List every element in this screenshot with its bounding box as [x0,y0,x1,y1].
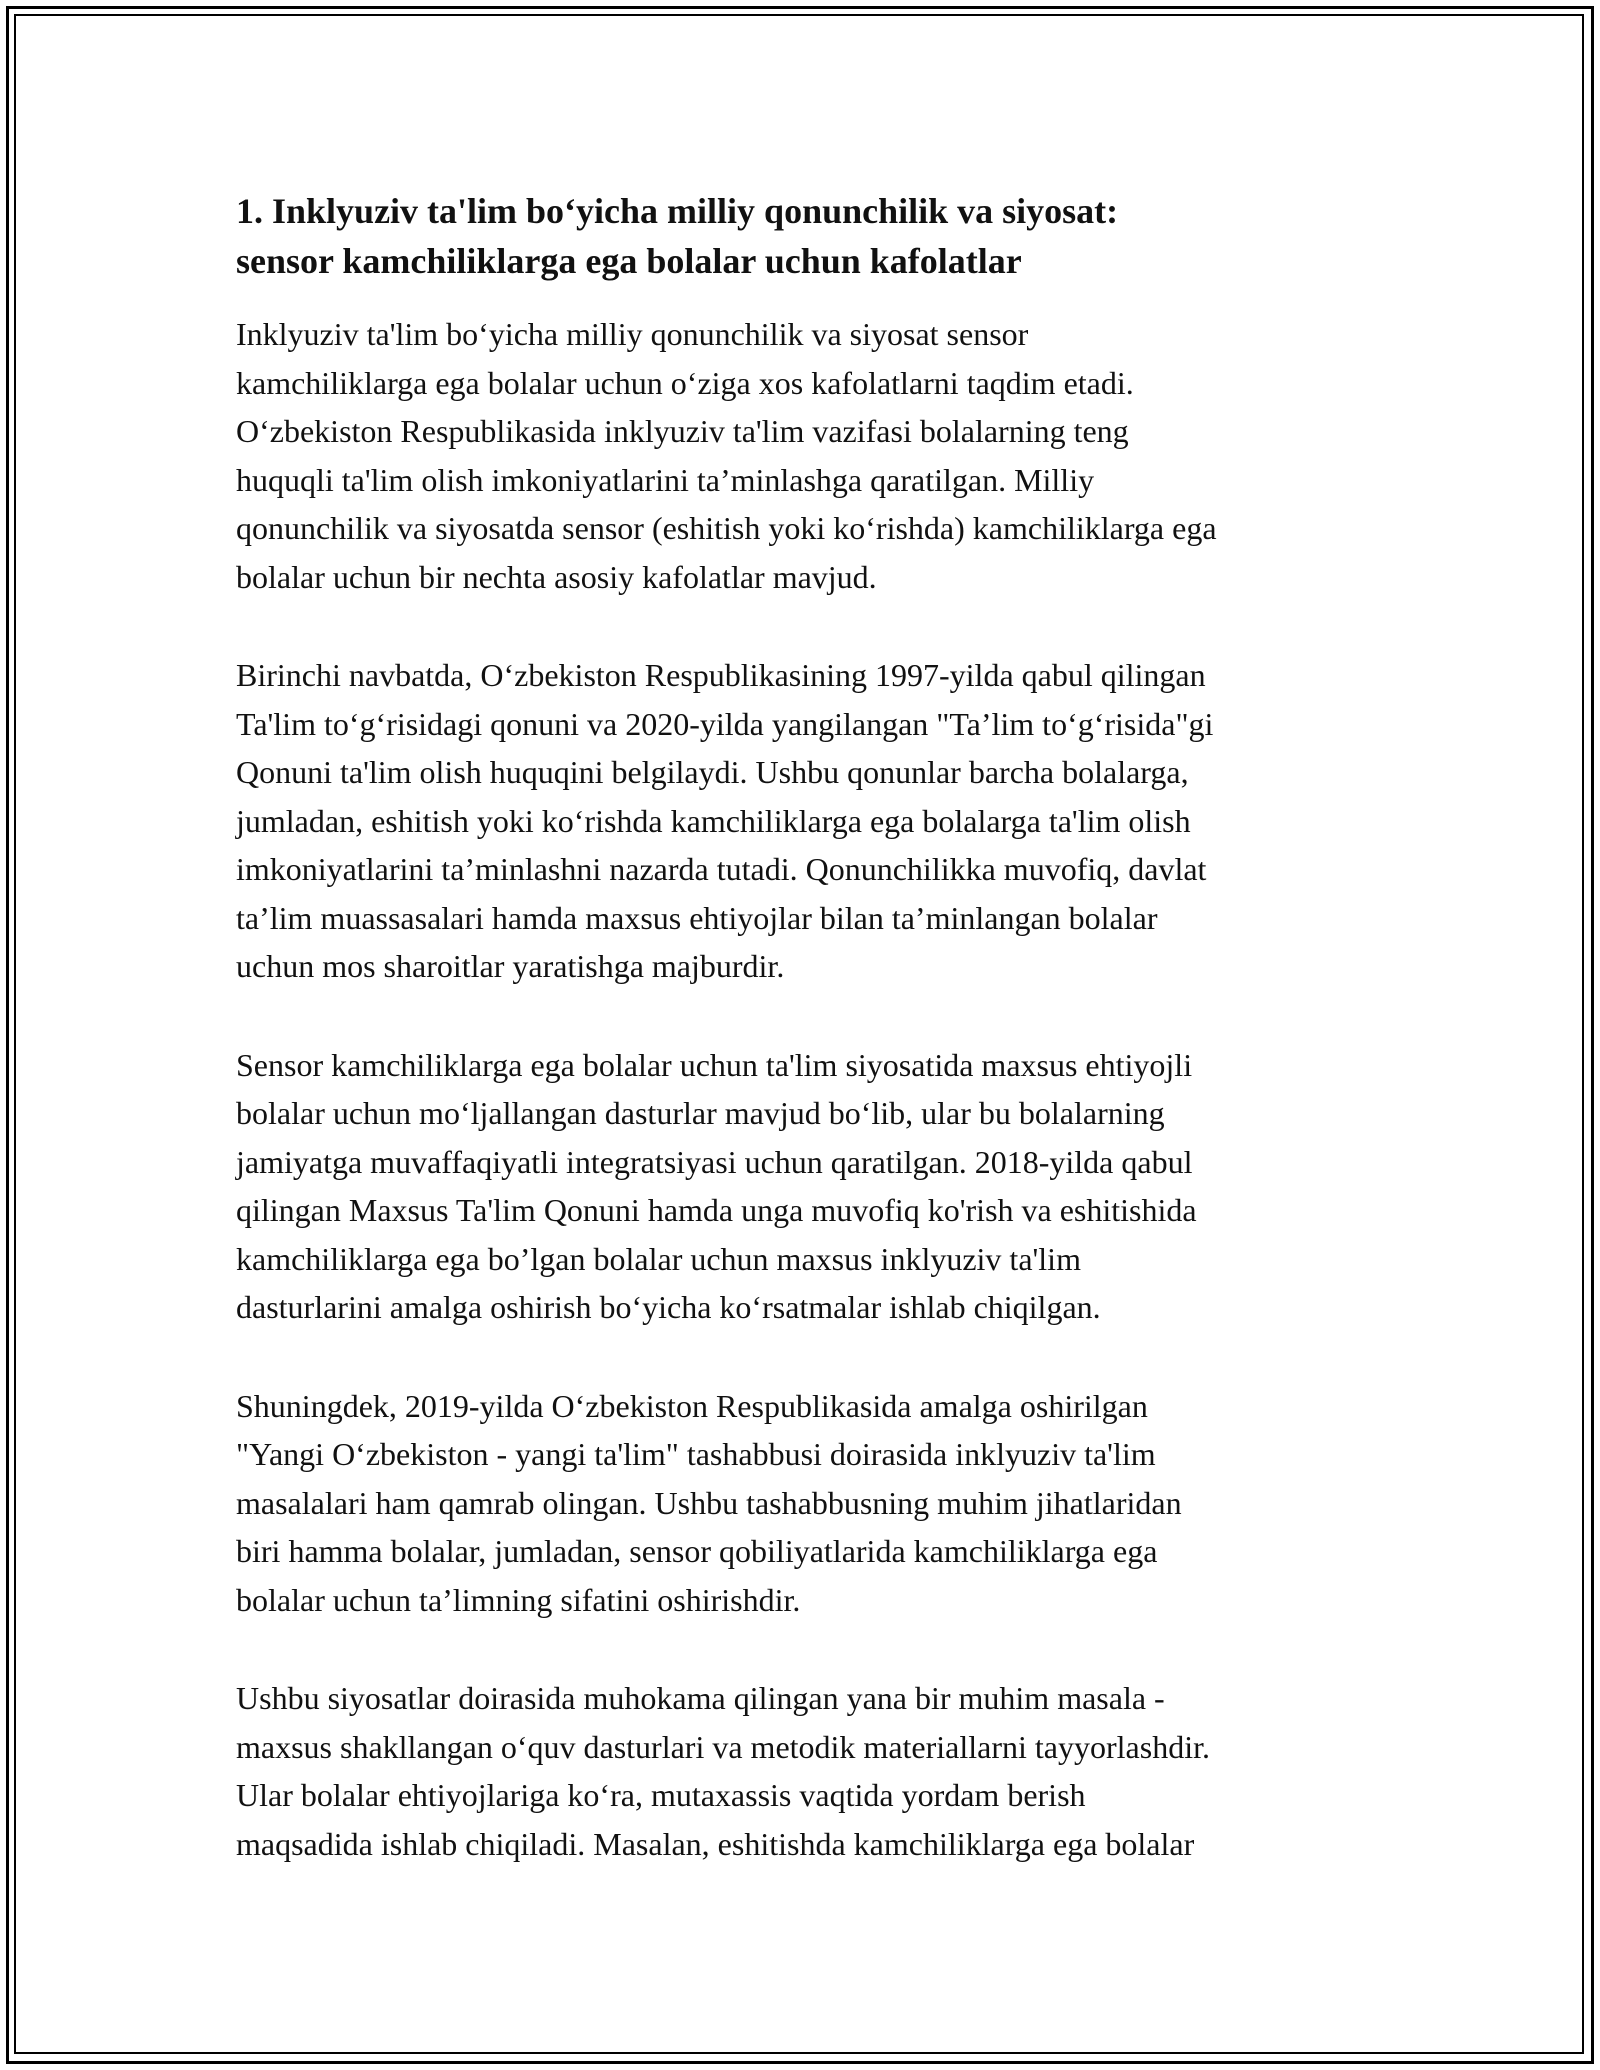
text-line: Qonuni ta'lim olish huquqini belgilaydi. Ushbu qonunlar barcha bolalarga, [236,754,1189,790]
text-line: qilingan Maxsus Ta'lim Qonuni hamda unga muvofiq ko'rish va eshitishida [236,1192,1197,1228]
text-line: huquqli ta'lim olish imkoniyatlarini ta’minlashga qaratilgan. Milliy [236,461,1095,498]
text-line: Sensor kamchiliklarga ega bolalar uchun ta'lim siyosatida maxsus ehtiyojli [236,1046,1193,1083]
text-line: imkoniyatlarini ta’minlashni nazarda tutadi. Qonunchilikka muvofiq, davlat [236,851,1207,887]
paragraph-3 [236,1041,1386,1332]
document-body [236,186,1386,1918]
text-line: kamchiliklarga ega bo’lgan bolalar uchun maxsus inklyuziv ta'lim [236,1240,1081,1277]
text-line: jamiyatga muvaffaqiyatli integratsiyasi uchun qaratilgan. 2018-yilda qabul [236,1143,1193,1180]
text-line: ta’lim muassasalari hamda maxsus ehtiyojlar bilan ta’minlangan bolalar [236,899,1158,936]
paragraph-4 [236,1382,1386,1625]
heading-line: sensor kamchiliklarga ega bolalar uchun kafolatlar [236,241,1022,281]
text-line: Ular bolalar ehtiyojlariga ko‘ra, mutaxassis vaqtida yordam berish [236,1777,1086,1813]
text-line: Inklyuziv ta'lim bo‘yicha milliy qonunchilik va siyosat sensor [236,316,1029,352]
text-line: "Yangi O‘zbekiston - yangi ta'lim" tashabbusi doirasida inklyuziv ta'lim [236,1436,1156,1472]
text-line: maxsus shakllangan o‘quv dasturlari va metodik materiallarni tayyorlashdir. [236,1728,1210,1765]
text-line: qonunchilik va siyosatda sensor (eshitish yoki ko‘rishda) kamchiliklarga ega [236,510,1217,546]
text-line: biri hamma bolalar, jumladan, sensor qobiliyatlarida kamchiliklarga ega [236,1533,1158,1569]
text-line: O‘zbekiston Respublikasida inklyuziv ta'lim vazifasi bolalarning teng [236,413,1129,449]
text-line: Shuningdek, 2019-yilda O‘zbekiston Respublikasida amalga oshirilgan [236,1387,1148,1424]
text-line: bolalar uchun mo‘ljallangan dasturlar mavjud bo‘lib, ular bu bolalarning [236,1095,1165,1131]
text-line: uchun mos sharoitlar yaratishga majburdir. [236,948,785,984]
text-line: bolalar uchun ta’limning sifatini oshirishdir. [236,1581,801,1618]
heading-line: 1. Inklyuziv ta'lim bo‘yicha milliy qonunchilik va siyosat: [236,191,1119,231]
text-line: Ta'lim to‘g‘risidagi qonuni va 2020-yilda yangilangan "Ta’lim to‘g‘risida"gi [236,705,1214,742]
text-line: Ushbu siyosatlar doirasida muhokama qilingan yana bir muhim masala - [236,1680,1165,1716]
paragraph-1 [236,310,1386,601]
text-line: dasturlarini amalga oshirish bo‘yicha ko‘rsatmalar ishlab chiqilgan. [236,1289,1101,1325]
section-heading [236,186,1386,286]
text-line: Birinchi navbatda, O‘zbekiston Respublikasining 1997-yilda qabul qilingan [236,657,1206,693]
text-line: kamchiliklarga ega bolalar uchun o‘ziga xos kafolatlarni taqdim etadi. [236,364,1134,401]
text-line: bolalar uchun bir nechta asosiy kafolatlar mavjud. [236,558,877,595]
text-line: jumladan, eshitish yoki ko‘rishda kamchiliklarga ega bolalarga ta'lim olish [236,802,1191,839]
paragraph-2 [236,651,1386,991]
text-line: masalalari ham qamrab olingan. Ushbu tashabbusning muhim jihatlaridan [236,1484,1182,1521]
text-line: maqsadida ishlab chiqiladi. Masalan, eshitishda kamchiliklarga ega bolalar [236,1825,1195,1862]
paragraph-5 [236,1674,1386,1868]
